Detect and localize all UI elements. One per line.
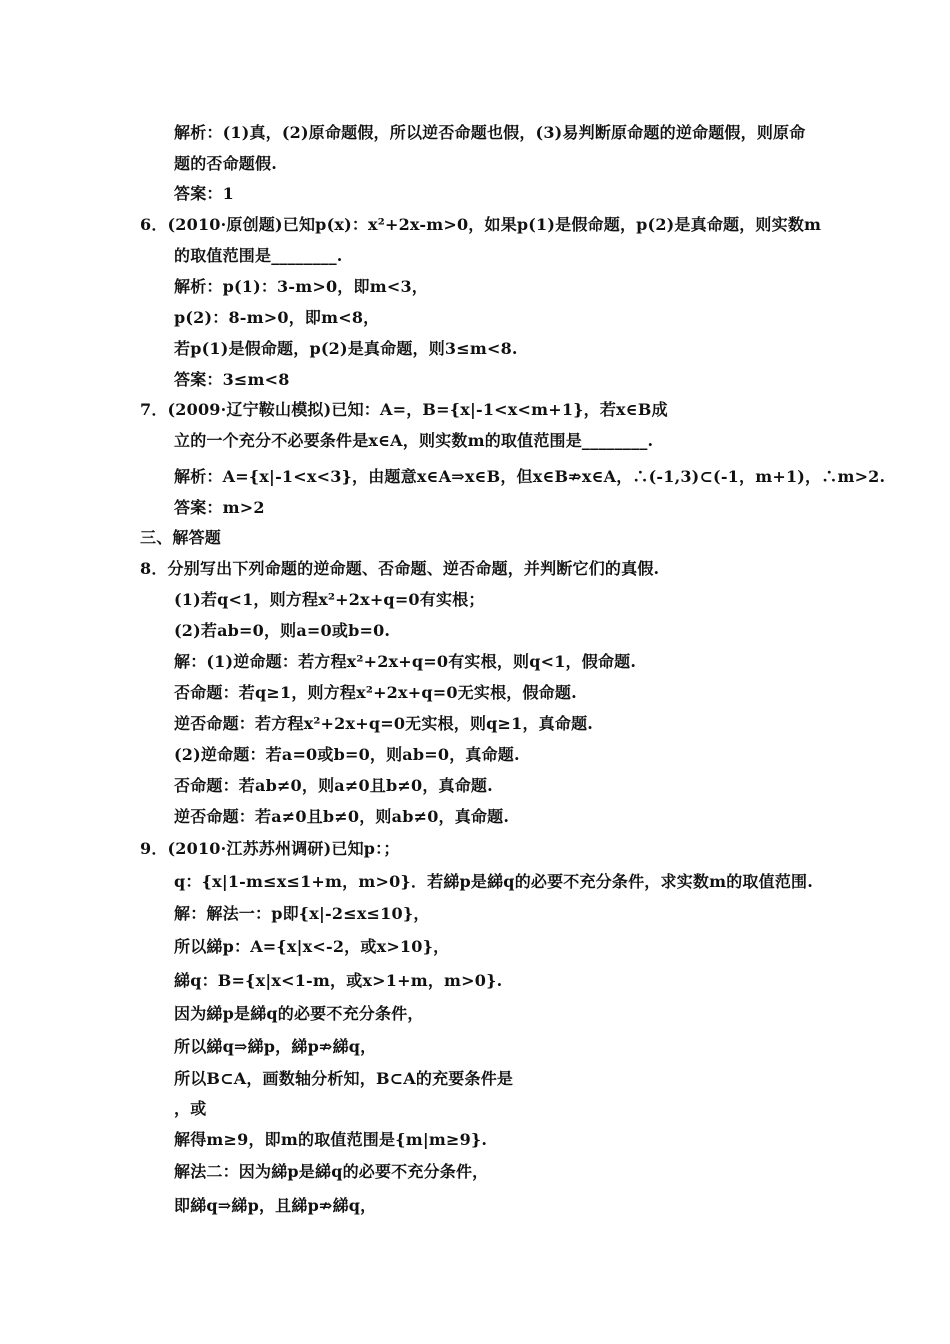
text-line: 答案：3≤m<8 xyxy=(174,370,290,389)
text-line: 解：解法一：p即{x|-2≤x≤10}， xyxy=(174,904,430,923)
text-line: 即綈q⇒綈p，且綈p⇏綈q， xyxy=(174,1196,377,1215)
text-line: 逆否命题：若方程x²+2x+q=0无实根，则q≥1，真命题. xyxy=(174,714,594,733)
text-line: 答案：1 xyxy=(174,184,234,203)
text-line: 三、解答题 xyxy=(140,528,222,547)
text-line: 解析：p(1)：3-m>0，即m<3， xyxy=(174,277,428,296)
text-line: 解法二：因为綈p是綈q的必要不充分条件， xyxy=(174,1162,489,1181)
text-line: 綈q：B={x|x<1-m，或x>1+m，m>0}. xyxy=(174,971,503,990)
text-line: (2)逆命题：若a=0或b=0，则ab=0，真命题. xyxy=(174,745,520,764)
text-line: 9．(2010·江苏苏州调研)已知p：； xyxy=(140,839,400,858)
text-line: 所以B⊂A，画数轴分析知，B⊂A的充要条件是 xyxy=(174,1069,514,1088)
text-line: 7．(2009·辽宁鞍山模拟)已知：A=，B={x|-1<x<m+1}，若x∈B成 xyxy=(140,400,668,419)
text-line: 的取值范围是________. xyxy=(174,246,343,265)
text-line: 解得m≥9，即m的取值范围是{m|m≥9}. xyxy=(174,1130,488,1149)
text-line: 题的否命题假. xyxy=(174,154,277,173)
text-line: 6．(2010·原创题)已知p(x)：x²+2x-m>0，如果p(1)是假命题，p(2)是真命题，则实数m xyxy=(140,215,822,234)
text-line: 解析：A={x|-1<x<3}，由题意x∈A⇒x∈B，但x∈B⇏x∈A，∴(-1,3)⊂(-1，m+1)，∴m>2. xyxy=(174,467,886,486)
text-line: p(2)：8-m>0，即m<8， xyxy=(174,308,380,327)
text-line: 所以綈p：A={x|x<-2，或x>10}， xyxy=(174,937,450,956)
text-line: 若p(1)是假命题，p(2)是真命题，则3≤m<8. xyxy=(174,339,518,358)
text-line: ，或 xyxy=(174,1099,207,1118)
text-line: (1)若q<1，则方程x²+2x+q=0有实根； xyxy=(174,590,485,609)
text-line: (2)若ab=0，则a=0或b=0. xyxy=(174,621,391,640)
text-line: 8．分别写出下列命题的逆命题、否命题、逆否命题，并判断它们的真假. xyxy=(140,559,660,578)
text-line: 答案：m>2 xyxy=(174,498,265,517)
text-line: 解析：(1)真，(2)原命题假，所以逆否命题也假，(3)易判断原命题的逆命题假，则原命 xyxy=(174,123,806,142)
text-line: 否命题：若ab≠0，则a≠0且b≠0，真命题. xyxy=(174,776,493,795)
text-line: 否命题：若q≥1，则方程x²+2x+q=0无实根，假命题. xyxy=(174,683,577,702)
text-line: 解：(1)逆命题：若方程x²+2x+q=0有实根，则q<1，假命题. xyxy=(174,652,637,671)
text-line: 所以綈q⇒綈p，綈p⇏綈q， xyxy=(174,1037,377,1056)
text-line: 立的一个充分不必要条件是x∈A，则实数m的取值范围是________. xyxy=(174,431,654,450)
text-line: 逆否命题：若a≠0且b≠0，则ab≠0，真命题. xyxy=(174,807,510,826)
text-line: 因为綈p是綈q的必要不充分条件， xyxy=(174,1004,424,1023)
text-line: q：{x|1-m≤x≤1+m，m>0}．若綈p是綈q的必要不充分条件，求实数m的取值范围. xyxy=(174,872,813,891)
